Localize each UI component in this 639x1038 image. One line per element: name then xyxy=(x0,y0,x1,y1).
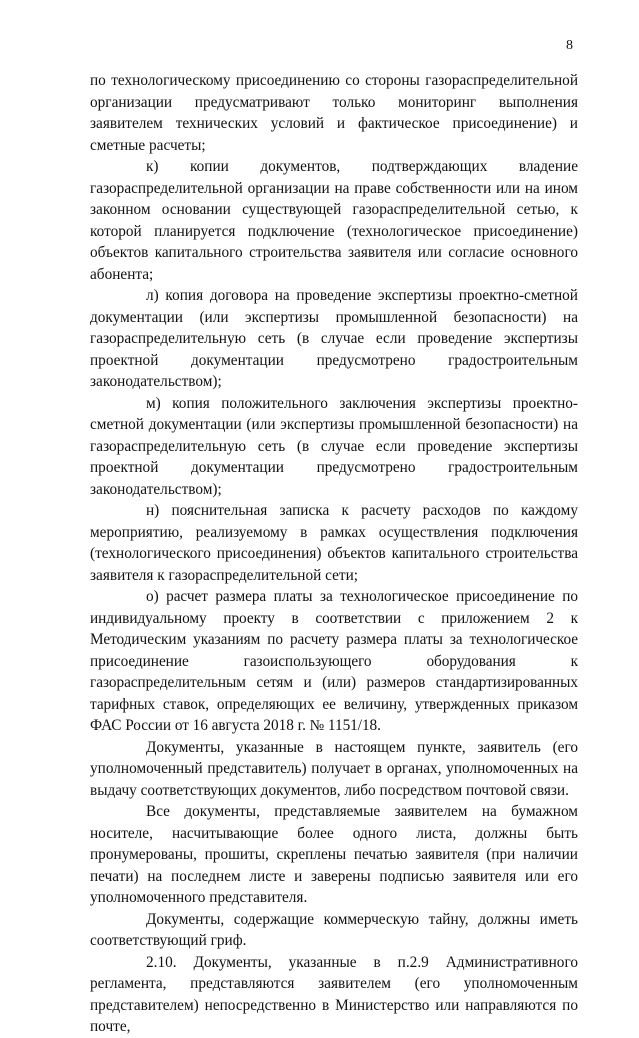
paragraph-item-m: м) копия положительного заключения экспертизы проектно-сметной документации (или экспертизы промышленной безопасности) на газораспределительную сеть (в случае если проведение экспертизы проектной документации предусмотрено градостроительным законодательством); xyxy=(90,394,578,498)
paragraph-section-2-10: 2.10. Документы, указанные в п.2.9 Административного регламента, представляются заявителем (его уполномоченным представителем) непосредственно в Министерство или направляются по почте, xyxy=(90,953,578,1035)
document-body xyxy=(90,70,578,1038)
page-number: 8 xyxy=(566,38,573,53)
paragraph-item-n: н) пояснительная записка к расчету расходов по каждому мероприятию, реализуемому в рамках осуществления подключения (технологического присоединения) объектов капитального строительства заявителя к газораспределительной сети; xyxy=(90,502,578,584)
paragraph-commercial-secret: Документы, содержащие коммерческую тайну, должны иметь соответствующий гриф. xyxy=(90,910,578,949)
paragraph-paper-documents: Все документы, представляемые заявителем на бумажном носителе, насчитывающие более одного листа, должны быть пронумерованы, прошиты, скреплены печатью заявителя (при наличии печати) на последнем листе и заверены подписью заявителя или его уполномоченного представителя. xyxy=(90,803,578,906)
paragraph-item-o: о) расчет размера платы за технологическое присоединение по индивидуальному проекту в соответствии с приложением 2 к Методическим указаниям по расчету размера платы за технологическое присоединение газоиспользующего оборудования к газораспределительным сетям и (или) размеров стандартизированных тарифных ставок, определяющих ее величину, утвержденных приказом ФАС России от 16 августа 2018 г. № 1151/18. xyxy=(90,588,578,734)
paragraph-item-k: к) копии документов, подтверждающих владение газораспределительной организации на праве собственности или на ином законном основании существующей газораспределительной сетью, к которой планируется подключение (технологическое присоединение) объектов капитального строительства заявителя или согласие основного абонента; xyxy=(90,158,578,283)
paragraph-item-l: л) копия договора на проведение экспертизы проектно-сметной документации (или экспертизы промышленной безопасности) на газораспределительную сеть (в случае если проведение экспертизы проектной документации предусмотрено градостроительным законодательством); xyxy=(90,287,578,390)
paragraph-continuation: по технологическому присоединению со стороны газораспределительной организации предусматривают только мониторинг выполнения заявителем технических условий и фактическое присоединение) и сметные расчеты; xyxy=(90,72,578,154)
paragraph-documents-obtained: Документы, указанные в настоящем пункте, заявитель (его уполномоченный представитель) получает в органах, уполномоченных на выдачу соответствующих документов, либо посредством почтовой связи. xyxy=(90,738,578,799)
